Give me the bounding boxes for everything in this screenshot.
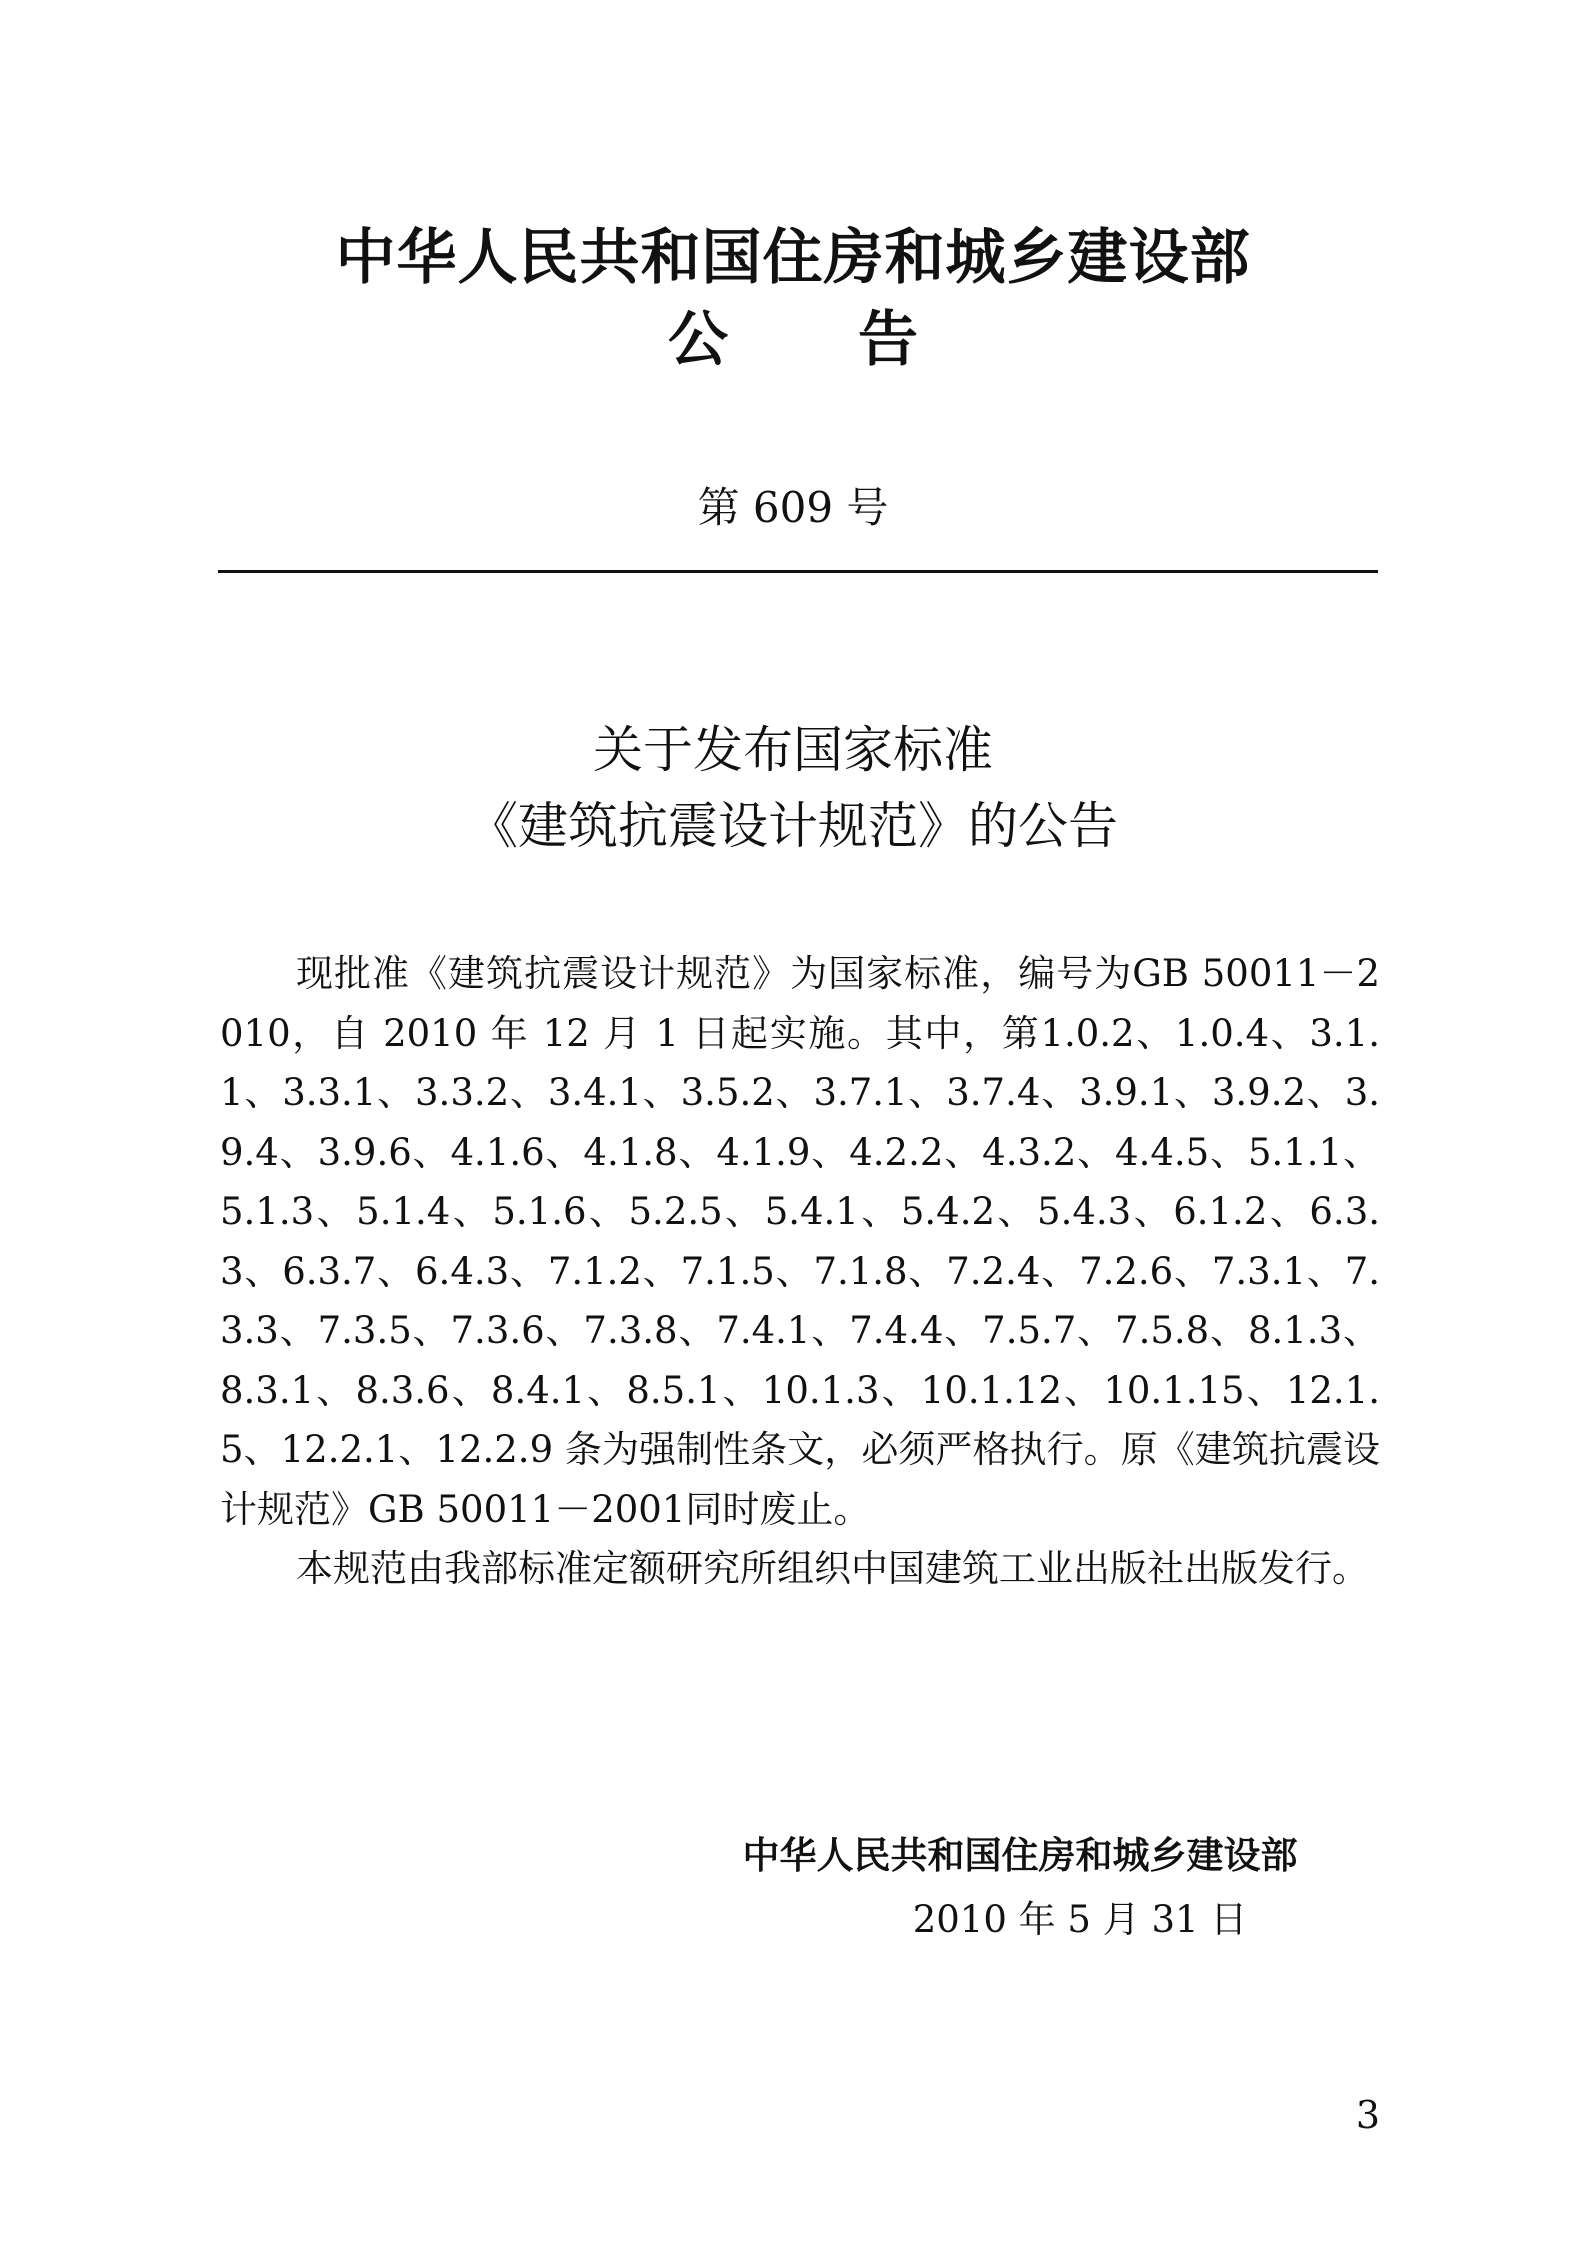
body-paragraph-1: 现批准《建筑抗震设计规范》为国家标准，编号为GB 50011－2010，自 2010 年 12 月 1 日起实施。其中，第1.0.2、1.0.4、3.1.1、3.3.1、3.3.2、3.4.1、3.5.2、3.7.1、3.7.4、3.9.1、3.9.2、3.9.4、3.9.6、4.1.6、4.1.8、4.1.9、4.2.2、4.3.2、4.4.5、5.1.1、5.1.3、5.1.4、5.1.6、5.2.5、5.4.1、5.4.2、5.4.3、6.1.2、6.3.3、6.3.7、6.4.3、7.1.2、7.1.5、7.1.8、7.2.4、7.2.6、7.3.1、7.3.3、7.3.5、7.3.6、7.3.8、7.4.1、7.4.4、7.5.7、7.5.8、8.1.3、8.3.1、8.3.6、8.4.1、8.5.1、10.1.3、10.1.12、10.1.15、12.1.5、12.2.1、12.2.9 条为强制性条文，必须严格执行。原《建筑抗震设计规范》GB 50011－2001同时废止。 — [220, 952, 1380, 1531]
body-paragraph-2: 本规范由我部标准定额研究所组织中国建筑工业出版社出版发行。 — [296, 1547, 1369, 1590]
notice-body — [220, 944, 1380, 1599]
notice-number: 第 609 号 — [697, 483, 889, 532]
page-number: 3 — [1355, 2093, 1380, 2137]
signature-issuer: 中华人民共和国住房和城乡建设部 — [742, 1834, 1298, 1877]
subject-line-2: 《建筑抗震设计规范》的公告 — [468, 797, 1118, 855]
notice-label: 公告 — [668, 305, 1048, 375]
ministry-title: 中华人民共和国住房和城乡建设部 — [335, 223, 1251, 293]
notice-subject — [0, 712, 1586, 864]
subject-line-1: 关于发布国家标准 — [593, 721, 993, 779]
signature-date: 2010 年 5 月 31 日 — [912, 1898, 1248, 1941]
header-divider — [218, 570, 1378, 573]
